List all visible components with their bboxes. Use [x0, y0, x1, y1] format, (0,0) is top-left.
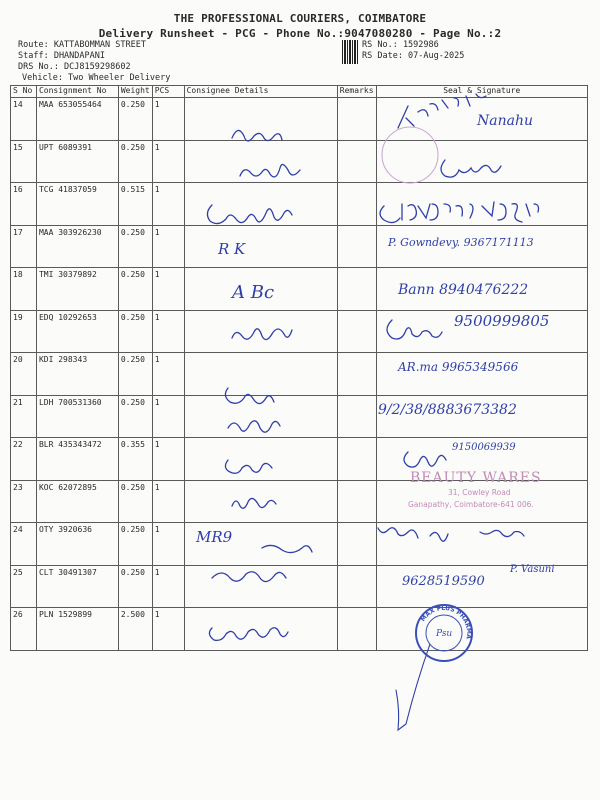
- pcs-cell: 1: [152, 98, 184, 141]
- company-title: THE PROFESSIONAL COURIERS, COIMBATORE: [173, 12, 427, 25]
- handwriting: P. Vasuni: [510, 564, 555, 575]
- col-pcs: PCS: [152, 86, 184, 98]
- handwriting: 9150069939: [452, 442, 516, 453]
- handwriting: MR9: [196, 528, 233, 546]
- handwriting: R K: [218, 240, 246, 258]
- table-row: [11, 183, 588, 226]
- consignee-cell: [184, 140, 337, 183]
- pcs-cell: 1: [152, 565, 184, 608]
- consignment-cell: TCG 41837059: [36, 183, 118, 226]
- handwriting: A Bc: [232, 282, 275, 303]
- barcode: [342, 40, 359, 64]
- table-row: [11, 565, 588, 608]
- pharma-stamp-ring-text: MAX PLUS PHARMA: [419, 604, 473, 640]
- signature-cell: [376, 183, 587, 226]
- weight-cell: 0.250: [118, 225, 152, 268]
- consignee-cell: [184, 225, 337, 268]
- remarks-cell: [337, 608, 376, 651]
- weight-cell: 0.250: [118, 565, 152, 608]
- consignment-cell: CLT 30491307: [36, 565, 118, 608]
- weight-cell: 0.355: [118, 438, 152, 481]
- pcs-cell: 1: [152, 183, 184, 226]
- consignment-cell: EDQ 10292653: [36, 310, 118, 353]
- sno-cell: 24: [11, 523, 37, 566]
- remarks-cell: [337, 183, 376, 226]
- consignment-cell: MAA 303926230: [36, 225, 118, 268]
- weight-cell: 0.250: [118, 140, 152, 183]
- handwriting: 9/2/38/8883673382: [378, 402, 517, 418]
- runsheet-subtitle: Delivery Runsheet - PCG - Phone No.:9047080280 - Page No.:2: [98, 27, 502, 40]
- consignment-cell: PLN 1529899: [36, 608, 118, 651]
- table-row: [11, 140, 588, 183]
- remarks-cell: [337, 565, 376, 608]
- sno-cell: 17: [11, 225, 37, 268]
- consignee-cell: [184, 480, 337, 523]
- consignment-cell: OTY 3920636: [36, 523, 118, 566]
- remarks-cell: [337, 353, 376, 396]
- remarks-cell: [337, 98, 376, 141]
- sno-cell: 20: [11, 353, 37, 396]
- sno-cell: 26: [11, 608, 37, 651]
- beauty-wares-address: 31, Cowley Road: [448, 488, 511, 497]
- remarks-cell: [337, 268, 376, 311]
- pcs-cell: 1: [152, 523, 184, 566]
- handwriting: 9500999805: [454, 312, 550, 330]
- col-remarks: Remarks: [337, 86, 376, 98]
- weight-cell: 0.250: [118, 98, 152, 141]
- handwriting: AR.ma 9965349566: [398, 360, 519, 374]
- signature-cell: [376, 608, 587, 651]
- sno-cell: 23: [11, 480, 37, 523]
- table-header-row: [11, 86, 588, 98]
- handwriting: Nanahu: [477, 113, 533, 129]
- consignment-cell: BLR 435343472: [36, 438, 118, 481]
- pcs-cell: 1: [152, 480, 184, 523]
- weight-cell: 0.250: [118, 268, 152, 311]
- consignment-cell: TMI 30379892: [36, 268, 118, 311]
- consignee-cell: [184, 438, 337, 481]
- pcs-cell: 1: [152, 225, 184, 268]
- sno-cell: 22: [11, 438, 37, 481]
- drs-number: DRS No.: DCJ8159298602: [18, 62, 131, 72]
- signature-cell: [376, 523, 587, 566]
- col-consignee: Consignee Details: [184, 86, 337, 98]
- remarks-cell: [337, 310, 376, 353]
- weight-cell: 0.250: [118, 480, 152, 523]
- consignment-cell: KDI 298343: [36, 353, 118, 396]
- sno-cell: 16: [11, 183, 37, 226]
- consignee-cell: [184, 395, 337, 438]
- handwriting: P. Gowndevy. 9367171113: [388, 236, 534, 249]
- staff-label: Staff: DHANDAPANI: [18, 51, 105, 61]
- col-sno: S No: [11, 86, 37, 98]
- pcs-cell: 1: [152, 310, 184, 353]
- table-row: [11, 608, 588, 651]
- consignee-cell: [184, 353, 337, 396]
- consignment-cell: LDH 700531360: [36, 395, 118, 438]
- weight-cell: 0.250: [118, 395, 152, 438]
- consignment-cell: MAA 653055464: [36, 98, 118, 141]
- pcs-cell: 1: [152, 140, 184, 183]
- rs-number: RS No.: 1592986: [362, 40, 439, 50]
- signature-cell: [376, 140, 587, 183]
- consignee-cell: [184, 98, 337, 141]
- weight-cell: 2.500: [118, 608, 152, 651]
- remarks-cell: [337, 480, 376, 523]
- table-row: [11, 523, 588, 566]
- sno-cell: 25: [11, 565, 37, 608]
- pcs-cell: 1: [152, 438, 184, 481]
- pcs-cell: 1: [152, 268, 184, 311]
- consignee-cell: [184, 183, 337, 226]
- remarks-cell: [337, 438, 376, 481]
- consignee-cell: [184, 608, 337, 651]
- vehicle-label: Vehicle: Two Wheeler Delivery: [22, 73, 171, 83]
- pcs-cell: 1: [152, 608, 184, 651]
- pcs-cell: 1: [152, 353, 184, 396]
- consignment-cell: KOC 62072895: [36, 480, 118, 523]
- col-seal-signature: Seal & Signature: [376, 86, 587, 98]
- consignee-cell: [184, 565, 337, 608]
- sno-cell: 18: [11, 268, 37, 311]
- sno-cell: 19: [11, 310, 37, 353]
- rs-date: RS Date: 07-Aug-2025: [362, 51, 465, 61]
- handwriting: Bann 8940476222: [398, 282, 529, 298]
- sno-cell: 14: [11, 98, 37, 141]
- weight-cell: 0.515: [118, 183, 152, 226]
- weight-cell: 0.250: [118, 310, 152, 353]
- consignee-cell: [184, 310, 337, 353]
- remarks-cell: [337, 225, 376, 268]
- handwriting: 9628519590: [402, 574, 485, 589]
- beauty-wares-stamp: BEAUTY WARES: [410, 470, 542, 486]
- remarks-cell: [337, 523, 376, 566]
- remarks-cell: [337, 395, 376, 438]
- sno-cell: 15: [11, 140, 37, 183]
- col-weight: Weight: [118, 86, 152, 98]
- sno-cell: 21: [11, 395, 37, 438]
- beauty-wares-address: Ganapathy, Coimbatore-641 006.: [408, 500, 534, 509]
- remarks-cell: [337, 140, 376, 183]
- pharma-stamp-center: Psu: [436, 629, 453, 639]
- col-consignment: Consignment No: [36, 86, 118, 98]
- weight-cell: 0.250: [118, 353, 152, 396]
- weight-cell: 0.250: [118, 523, 152, 566]
- route-label: Route: KATTABOMMAN STREET: [18, 40, 146, 50]
- pcs-cell: 1: [152, 395, 184, 438]
- signature-scribble: [396, 644, 430, 730]
- consignment-cell: UPT 6089391: [36, 140, 118, 183]
